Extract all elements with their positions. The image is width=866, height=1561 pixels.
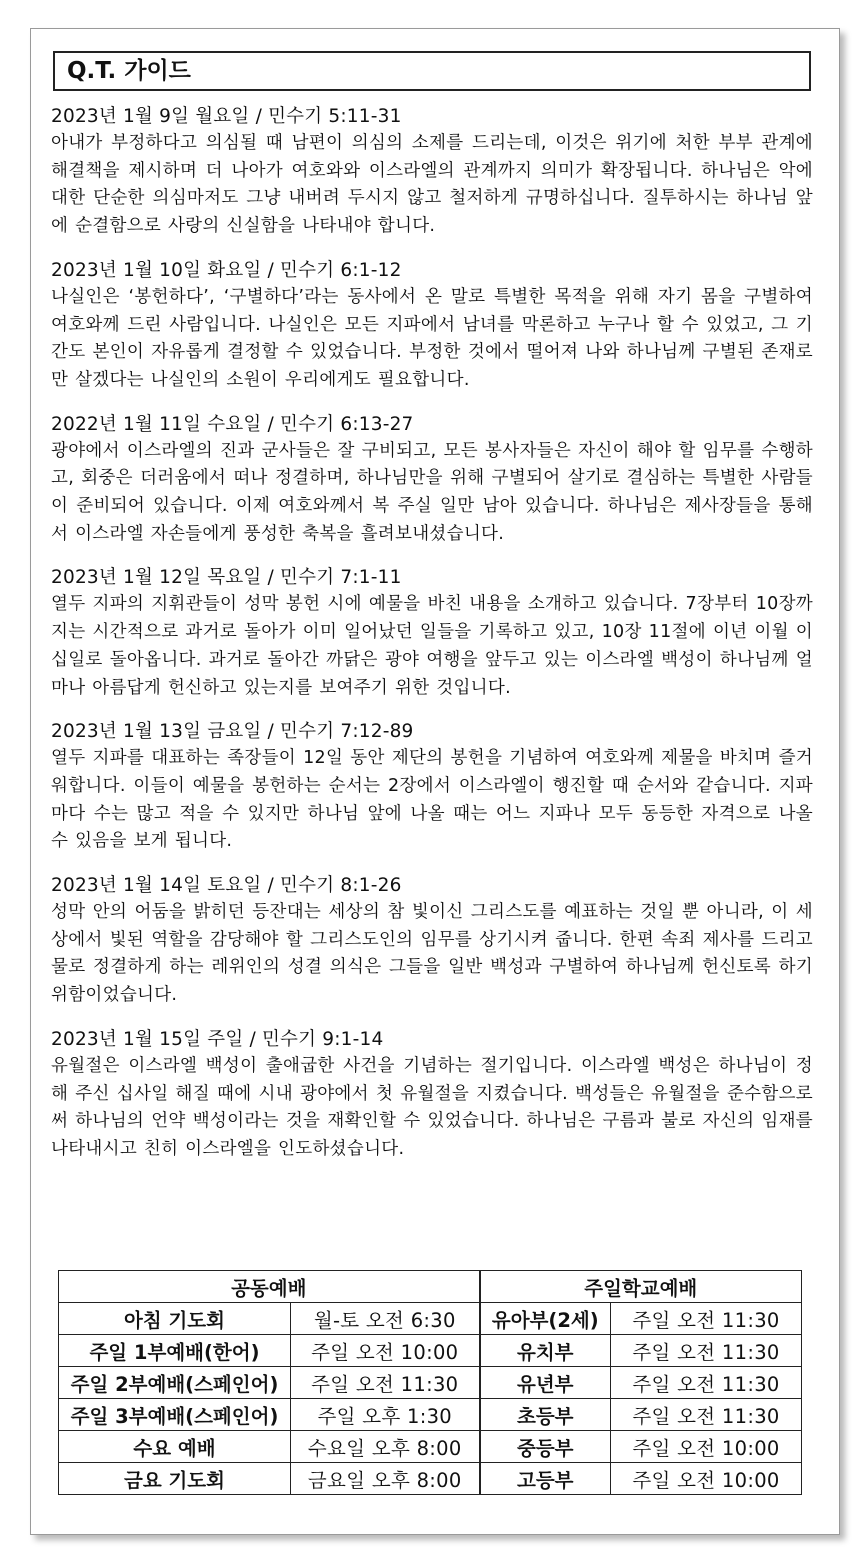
qt-entry bbox=[51, 257, 813, 395]
service-name: 주일 2부예배(스페인어) bbox=[59, 1367, 291, 1399]
entry-header: 2022년 1월 11일 수요일 / 민수기 6:13-27 bbox=[51, 413, 414, 435]
department-name: 유치부 bbox=[480, 1335, 611, 1367]
service-name: 아침 기도회 bbox=[59, 1303, 291, 1335]
department-time: 주일 오전 11:30 bbox=[611, 1335, 802, 1367]
department-name: 초등부 bbox=[480, 1399, 611, 1431]
table-row bbox=[59, 1399, 802, 1431]
entry-body: 아내가 부정하다고 의심될 때 남편이 의심의 소제를 드리는데, 이것은 위기에 처한 부부 관계에 해결책을 제시하며 더 나아가 여호와와 이스라엘의 관계까지 의미가 확장됩니다. 하나님은 악에 대한 단순한 의심마저도 그냥 내버려 두시지 않고 철저하게 규명하십니다. 질투하시는 하나님 앞에 순결함으로 사랑의 신실함을 나타내야 합니다. bbox=[51, 133, 813, 237]
page-frame bbox=[30, 28, 840, 1535]
table-row bbox=[59, 1303, 802, 1335]
entry-body: 열두 지파를 대표하는 족장들이 12일 동안 제단의 봉헌을 기념하여 여호와께 제물을 바치며 즐거워합니다. 이들이 예물을 봉헌하는 순서는 2장에서 이스라엘이 행진할 때 순서와 같습니다. 지파마다 수는 많고 적을 수 있지만 하나님 앞에 나올 때는 어느 지파나 모두 동등한 자격으로 나올 수 있음을 보게 됩니다. bbox=[51, 748, 813, 852]
department-name: 유년부 bbox=[480, 1367, 611, 1399]
entry-header: 2023년 1월 10일 화요일 / 민수기 6:1-12 bbox=[51, 259, 402, 281]
department-time: 주일 오전 11:30 bbox=[611, 1303, 802, 1335]
qt-entry bbox=[51, 718, 813, 856]
qt-entry bbox=[51, 1026, 813, 1164]
qt-entry bbox=[51, 564, 813, 702]
qt-entry-list bbox=[51, 103, 813, 1180]
service-name: 주일 3부예배(스페인어) bbox=[59, 1399, 291, 1431]
entry-header: 2023년 1월 13일 금요일 / 민수기 7:12-89 bbox=[51, 721, 414, 743]
department-time: 주일 오전 10:00 bbox=[611, 1463, 802, 1495]
department-time: 주일 오전 11:30 bbox=[611, 1367, 802, 1399]
entry-body: 나실인은 ‘봉헌하다’, ‘구별하다’라는 동사에서 온 말로 특별한 목적을 위해 자기 몸을 구별하여 여호와께 드린 사람입니다. 나실인은 모든 지파에서 남녀를 막론하고 누구나 할 수 있었고, 그 기간도 본인이 자유롭게 결정할 수 있었습니다. 부정한 것에서 떨어져 나와 하나님께 구별된 존재로만 살겠다는 나실인의 소원이 우리에게도 필요합니다. bbox=[51, 286, 813, 390]
entry-header: 2023년 1월 9일 월요일 / 민수기 5:11-31 bbox=[51, 106, 402, 127]
entry-body: 광야에서 이스라엘의 진과 군사들은 잘 구비되고, 모든 봉사자들은 자신이 해야 할 임무를 수행하고, 회중은 더러움에서 떠나 정결하며, 하나님만을 위해 구별되어 살기로 결심하는 특별한 사람들이 준비되어 있습니다. 이제 여호와께서 복 주실 일만 남아 있습니다. 하나님은 제사장들을 통해서 이스라엘 자손들에게 풍성한 축복을 흘려보내셨습니다. bbox=[51, 440, 813, 544]
entry-header: 2023년 1월 12일 목요일 / 민수기 7:1-11 bbox=[51, 567, 402, 589]
service-name: 금요 기도회 bbox=[59, 1463, 291, 1495]
header-worship: 공동예배 bbox=[59, 1271, 480, 1303]
service-time: 주일 오후 1:30 bbox=[291, 1399, 480, 1431]
entry-body: 유월절은 이스라엘 백성이 출애굽한 사건을 기념하는 절기입니다. 이스라엘 백성은 하나님이 정해 주신 십사일 해질 때에 시내 광야에서 첫 유월절을 지켰습니다. 백성들은 유월절을 준수함으로써 하나님의 언약 백성이라는 것을 재확인할 수 있었습니다. 하나님은 구름과 불로 자신의 임재를 나타내시고 친히 이스라엘을 인도하셨습니다. bbox=[51, 1055, 813, 1159]
service-time: 수요일 오후 8:00 bbox=[291, 1431, 480, 1463]
table-row bbox=[59, 1335, 802, 1367]
page-title: Q.T. 가이드 bbox=[53, 51, 811, 91]
service-name: 수요 예배 bbox=[59, 1431, 291, 1463]
qt-entry bbox=[51, 872, 813, 1010]
service-time: 월-토 오전 6:30 bbox=[291, 1303, 480, 1335]
service-time: 주일 오전 11:30 bbox=[291, 1367, 480, 1399]
department-name: 중등부 bbox=[480, 1431, 611, 1463]
qt-entry bbox=[51, 103, 813, 241]
entry-body: 성막 안의 어둠을 밝히던 등잔대는 세상의 참 빛이신 그리스도를 예표하는 것일 뿐 아니라, 이 세상에서 빛된 역할을 감당해야 할 그리스도인의 임무를 상기시켜 줍니다. 한편 속죄 제사를 드리고 물로 정결하게 하는 레위인의 성결 의식은 그들을 일반 백성과 구별하여 하나님께 헌신토록 하기 위함이었습니다. bbox=[51, 902, 813, 1006]
department-name: 고등부 bbox=[480, 1463, 611, 1495]
service-name: 주일 1부예배(한어) bbox=[59, 1335, 291, 1367]
table-header-row bbox=[59, 1271, 802, 1303]
entry-header: 2023년 1월 14일 토요일 / 민수기 8:1-26 bbox=[51, 875, 402, 897]
department-time: 주일 오전 10:00 bbox=[611, 1431, 802, 1463]
header-sunday-school: 주일학교예배 bbox=[480, 1271, 802, 1303]
service-time: 주일 오전 10:00 bbox=[291, 1335, 480, 1367]
department-name: 유아부(2세) bbox=[480, 1303, 611, 1335]
department-time: 주일 오전 11:30 bbox=[611, 1399, 802, 1431]
entry-header: 2023년 1월 15일 주일 / 민수기 9:1-14 bbox=[51, 1028, 384, 1050]
worship-schedule-table bbox=[58, 1270, 802, 1495]
entry-body: 열두 지파의 지휘관들이 성막 봉헌 시에 예물을 바친 내용을 소개하고 있습니다. 7장부터 10장까지는 시간적으로 과거로 돌아가 이미 일어났던 일들을 기록하고 있고, 10장 11절에 이년 이월 이십일로 돌아옵니다. 과거로 돌아간 까닭은 광야 여행을 앞두고 있는 이스라엘 백성이 하나님께 얼마나 아름답게 헌신하고 있는지를 보여주기 위한 것입니다. bbox=[51, 594, 813, 698]
service-time: 금요일 오후 8:00 bbox=[291, 1463, 480, 1495]
table-row bbox=[59, 1367, 802, 1399]
table-row bbox=[59, 1431, 802, 1463]
table-row bbox=[59, 1463, 802, 1495]
qt-entry bbox=[51, 411, 813, 549]
